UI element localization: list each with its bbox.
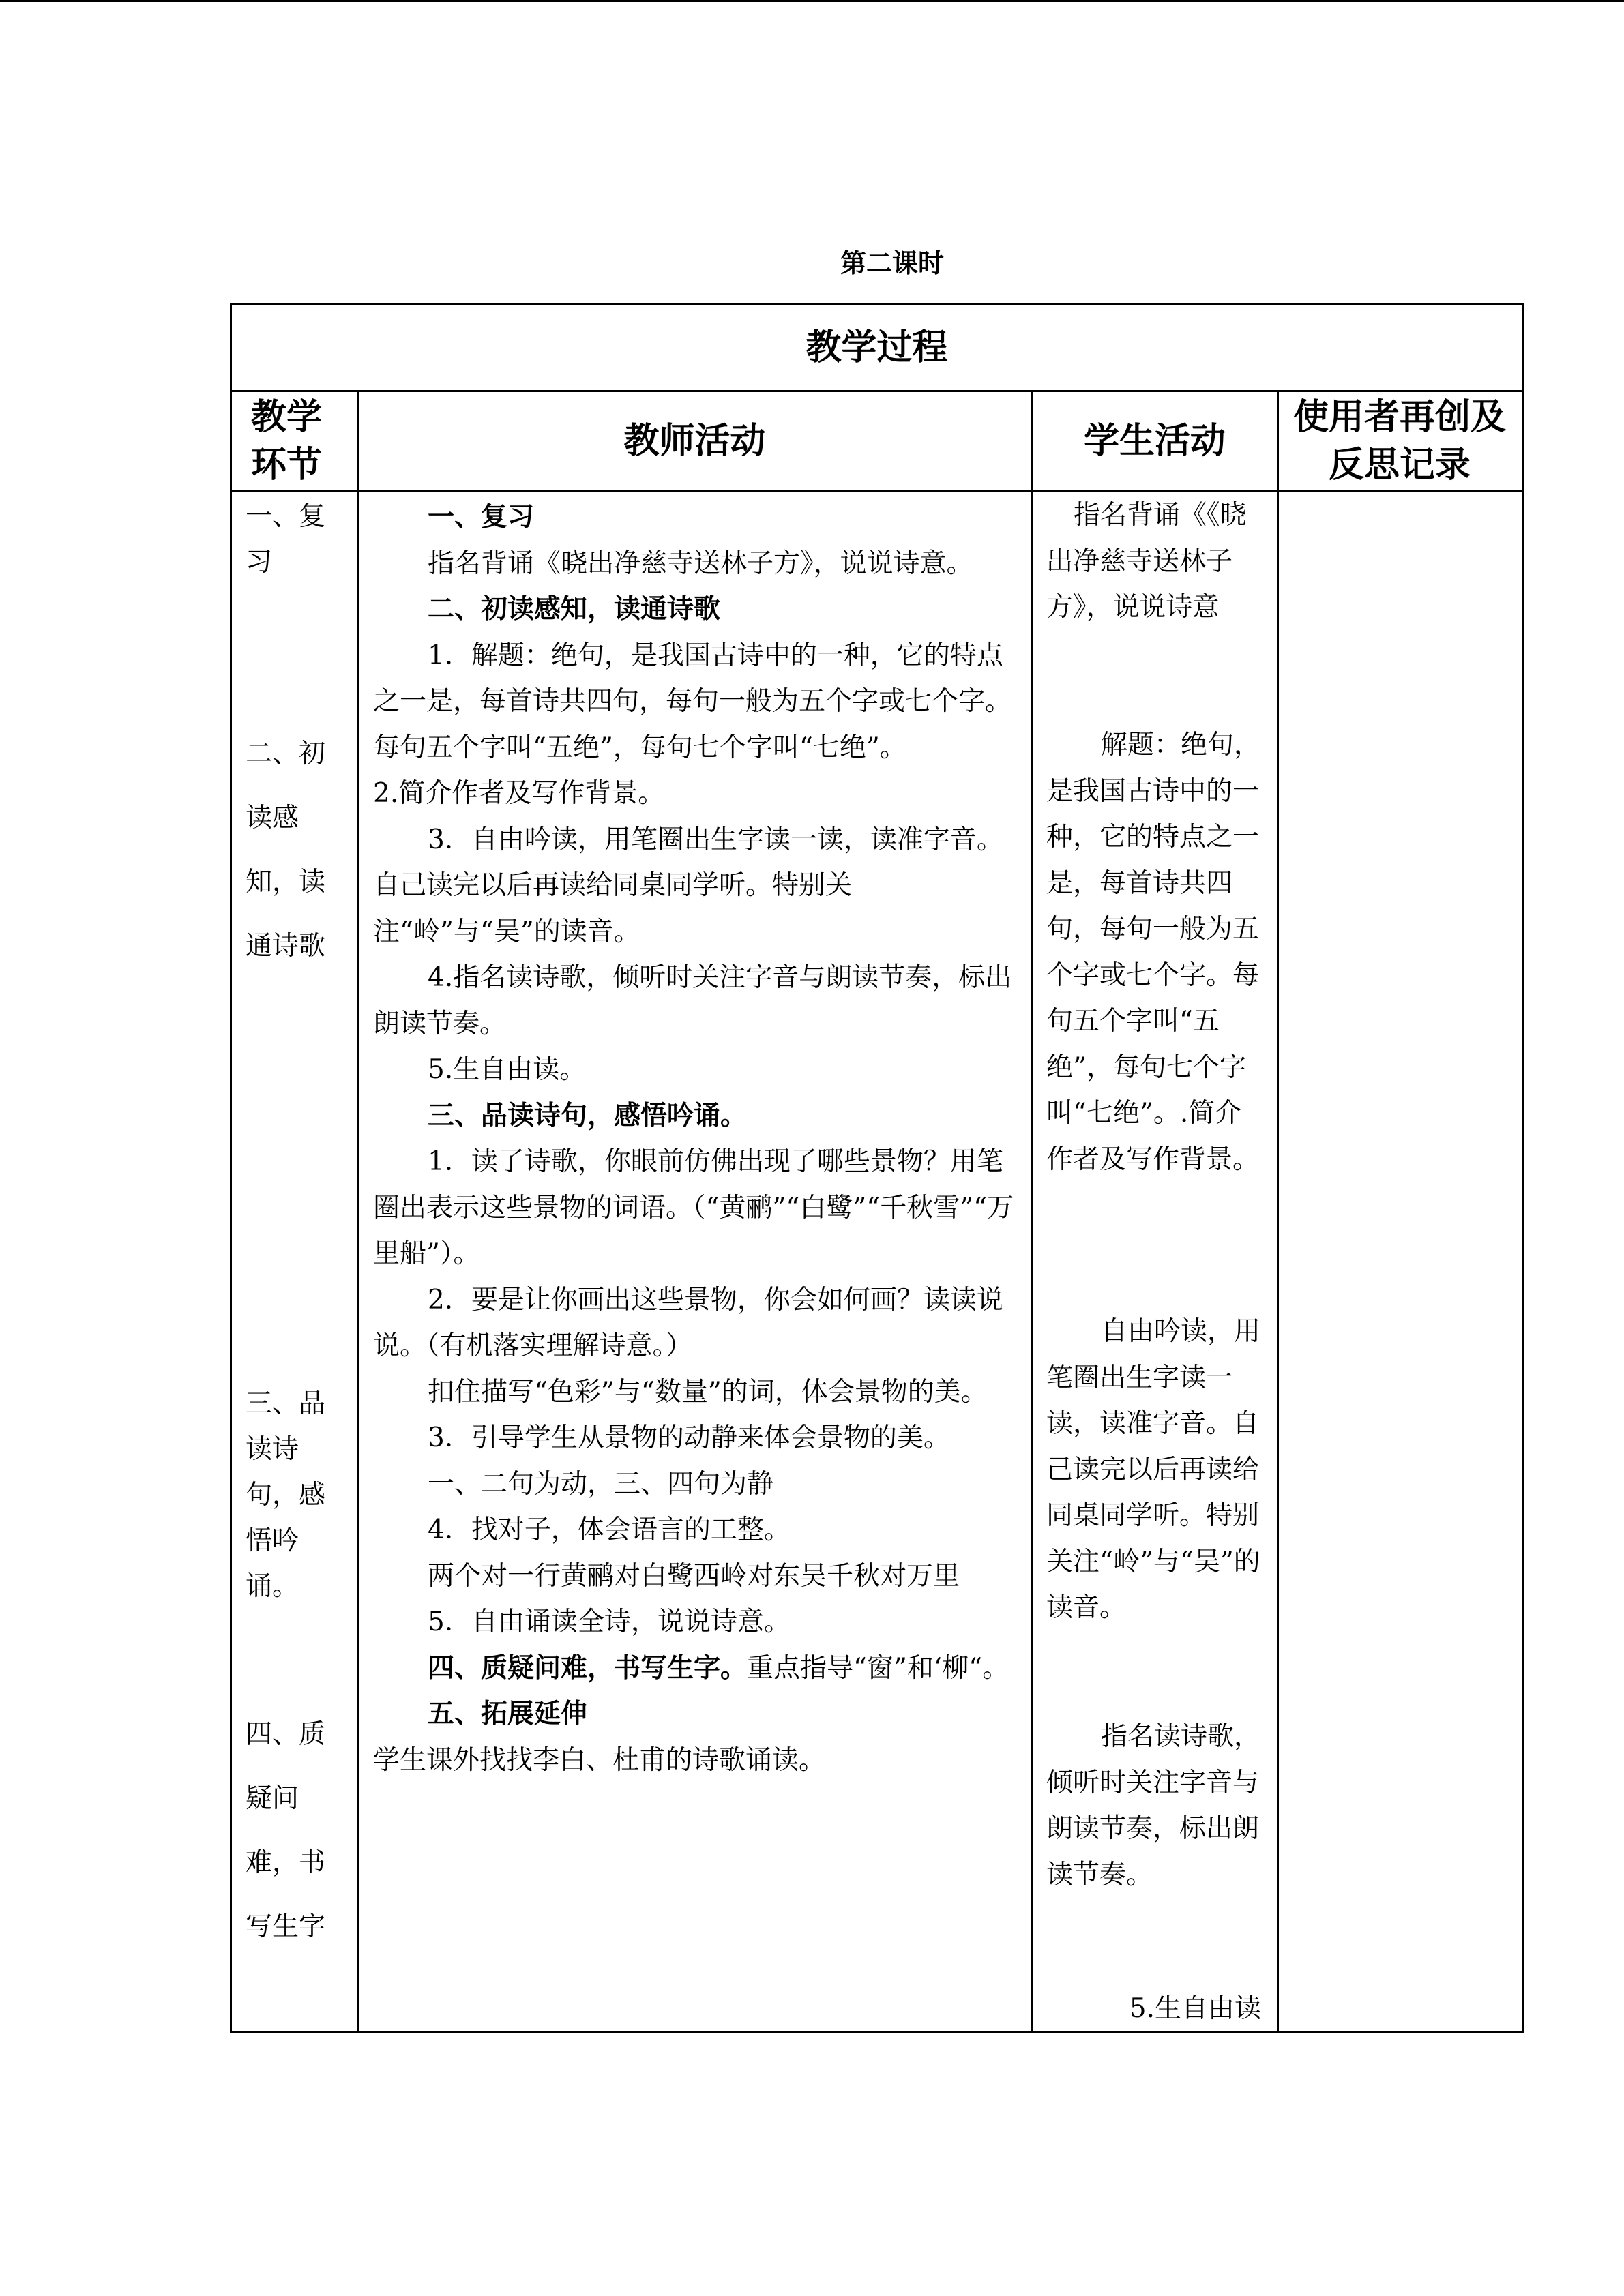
header-reflection: 使用者再创及反思记录 [1293, 397, 1506, 486]
teacher-line-bold: 四、质疑问难，书写生字。 [428, 1652, 748, 1684]
page-caption: 第二课时 [840, 248, 944, 278]
teacher-line: 4.指名读诗歌，倾听时关注字音与朗读节奏，标出朗读节奏。 [373, 962, 1012, 1039]
teacher-line: 五、拓展延伸 [428, 1698, 588, 1729]
table-border-left [230, 303, 232, 2033]
column-divider-2 [1031, 390, 1033, 2033]
student-line: 自由吟读，用笔圈出生字读一读，读准字音。自己读完以后再读给同桌同学听。特别关注“岭”与“吴”的读音。 [1046, 1316, 1261, 1623]
student-line: 指名读诗歌，倾听时关注字音与朗读节奏，标出朗读节奏。 [1046, 1721, 1261, 1890]
stage-item: 三、品读诗句，感悟吟诵。 [246, 1388, 326, 1602]
lesson-table [230, 303, 1524, 2033]
teacher-line: 2.简介作者及写作背景。 [373, 778, 665, 809]
teacher-line-rest: 重点指导“窗”和‘柳“。 [747, 1652, 1009, 1684]
teacher-line: 3．自由吟读，用笔圈出生字读一读，读准字音。自己读完以后再读给同桌同学听。特别关注“岭”与“吴”的读音。 [373, 824, 1003, 947]
teacher-line: 4．找对子，体会语言的工整。 [428, 1515, 791, 1545]
stage-item: 二、初读感知，读通诗歌 [246, 739, 326, 961]
column-divider-1 [357, 390, 359, 2033]
teacher-line: 两个对一行黄鹂对白鹭西岭对东吴千秋对万里 [428, 1560, 960, 1592]
header-stage: 教学环节 [250, 397, 322, 486]
teacher-line: 1．读了诗歌，你眼前仿佛出现了哪些景物？用笔圈出表示这些景物的词语。（“黄鹂”“白鹭”“千秋雪”“万里船”）。 [373, 1146, 1014, 1269]
teacher-line: 一、二句为动，三、四句为静 [428, 1468, 774, 1500]
teacher-line [373, 1645, 1014, 1692]
stage-item: 四、质疑问难，书写生字 [246, 1719, 326, 1942]
table-border-bottom [230, 2031, 1524, 2033]
teacher-line: 1．解题：绝句，是我国古诗中的一种，它的特点之一是，每首诗共四句，每句一般为五个字或七个字。每句五个字叫“五绝”，每句七个字叫“七绝”。 [373, 640, 1012, 763]
student-line: 指名背诵《《晓出净慈寺送林子方》，说说诗意 [1046, 500, 1247, 623]
table-title: 教学过程 [806, 327, 948, 368]
teacher-line: 二、初读感知，读通诗歌 [428, 593, 721, 625]
top-border [0, 0, 1624, 2]
header-student: 学生活动 [1083, 421, 1226, 462]
teacher-line: 5.生自由读。 [428, 1054, 587, 1085]
teacher-line: 三、品读诗句，感悟吟诵。 [428, 1099, 748, 1131]
teacher-line: 2．要是让你画出这些景物，你会如何画？读读说说。（有机落实理解诗意。） [373, 1284, 1003, 1361]
header-teacher: 教师活动 [623, 421, 766, 462]
student-line: 5.生自由读 [1129, 1993, 1261, 2024]
stage-item: 一、复习 [246, 501, 326, 578]
table-border-right [1522, 303, 1524, 2033]
reflection-column[interactable] [1279, 492, 1522, 2031]
teacher-line: 指名背诵《晓出净慈寺送林子方》，说说诗意。 [428, 548, 973, 579]
teacher-line: 扣住描写“色彩”与“数量”的词，体会景物的美。 [428, 1376, 988, 1407]
teacher-line: 3．引导学生从景物的动静来体会景物的美。 [428, 1422, 950, 1453]
teacher-line: 5．自由诵读全诗，说说诗意。 [428, 1607, 791, 1637]
student-line: 解题：绝句，是我国古诗中的一种，它的特点之一是，每首诗共四句，每句一般为五个字或七个字。每句五个字叫“五绝”，每句七个字叫“七绝”。.简介作者及写作背景。 [1046, 730, 1261, 1175]
teacher-line: 一、复习 [428, 501, 535, 533]
teacher-line: 学生课外找找李白、杜甫的诗歌诵读。 [373, 1744, 826, 1776]
teacher-column [373, 494, 1014, 1783]
